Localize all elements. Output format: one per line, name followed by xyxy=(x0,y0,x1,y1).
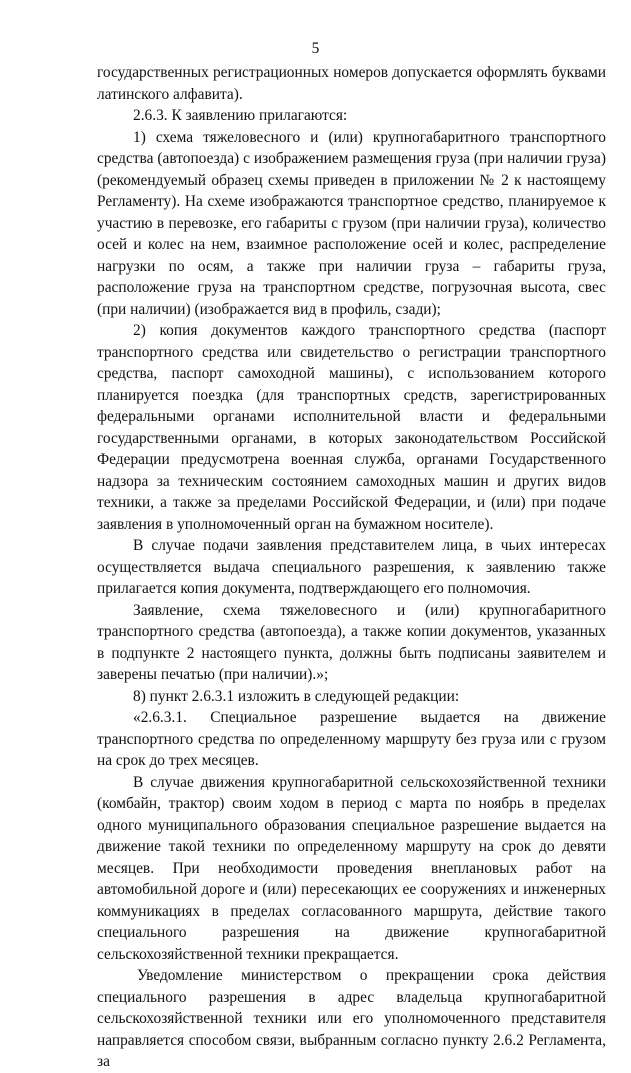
paragraph-2-6-3-1: «2.6.3.1. Специальное разрешение выдается на движение транспортного средства по определенному маршруту без груза или с грузом на срок до трех месяцев. xyxy=(97,709,606,769)
paragraph-item-1-scheme: 1) схема тяжеловесного и (или) крупногабаритного транспортного средства (автопоезда) с изображением размещения груза (при наличии груза) (рекомендуемый образец схемы приведен в приложении № 2 к настоящему Регламенту). На схеме изображаются транспортное средство, планируемое к участию в перевозке, его габариты с грузом (при наличии груза), количество осей и колес на нем, взаимное расположение осей и колес, распределение нагрузки по осям, а также при наличии груза – габариты груза, расположение груза на транспортном средстве, погрузочная высота, свес (при наличии) (изображается вид в профиль, сзади); xyxy=(97,128,606,318)
page-number: 5 xyxy=(311,40,320,57)
paragraph-signatures: Заявление, схема тяжеловесного и (или) крупногабаритного транспортного средства (автопоезда), а также копии документов, указанных в подпункте 2 настоящего пункта, должны быть подписаны заявителем и заверены печатью (при наличии).»; xyxy=(97,601,606,683)
paragraph-representative: В случае подачи заявления представителем лица, в чьих интересах осуществляется выдача специального разрешения, к заявлению также прилагается копия документа, подтверждающего его полномочия. xyxy=(97,537,606,597)
paragraph-notification: Уведомление министерством о прекращении срока действия специального разрешения в адрес владельца крупногабаритной сельскохозяйственной техники или его уполномоченного представителя направляется способом связи, выбранным согласно пункту 2.6.2 Регламента, за xyxy=(97,967,606,1070)
paragraph-agricultural-machinery: В случае движения крупногабаритной сельскохозяйственной техники (комбайн, трактор) своим ходом в период с марта по ноябрь в пределах одного муниципального образования специальное разрешение выдается на движение такой техники по определенному маршруту на срок до девяти месяцев. При необходимости проведения внеплановых работ на автомобильной дороге и (или) пересекающих ее сооружениях и инженерных коммуникациях в пределах согласованного маршрута, действие такого специального разрешения на движение крупногабаритной сельскохозяйственной техники прекращается. xyxy=(97,773,606,963)
document-body xyxy=(97,62,606,1073)
paragraph-2-6-3-heading: 2.6.3. К заявлению прилагаются: xyxy=(133,107,348,124)
paragraph-alphabet-note: государственных регистрационных номеров допускается оформлять буквами латинского алфавита). xyxy=(97,64,606,103)
paragraph-item-8: 8) пункт 2.6.3.1 изложить в следующей редакции: xyxy=(133,687,460,705)
paragraph-item-2-documents: 2) копия документов каждого транспортного средства (паспорт транспортного средства или свидетельство о регистрации транспортного средства, паспорт самоходной машины), с использованием которого планируется поездка (для транспортных средств, зарегистрированных федеральными органами исполнительной власти и федеральными государственными органами, в которых законодательством Российской Федерации предусмотрена военная служба, органами Государственного надзора за техническим состоянием самоходных машин и других видов техники, а также за пределами Российской Федерации, и (или) при подаче заявления в уполномоченный орган на бумажном носителе). xyxy=(97,322,606,533)
